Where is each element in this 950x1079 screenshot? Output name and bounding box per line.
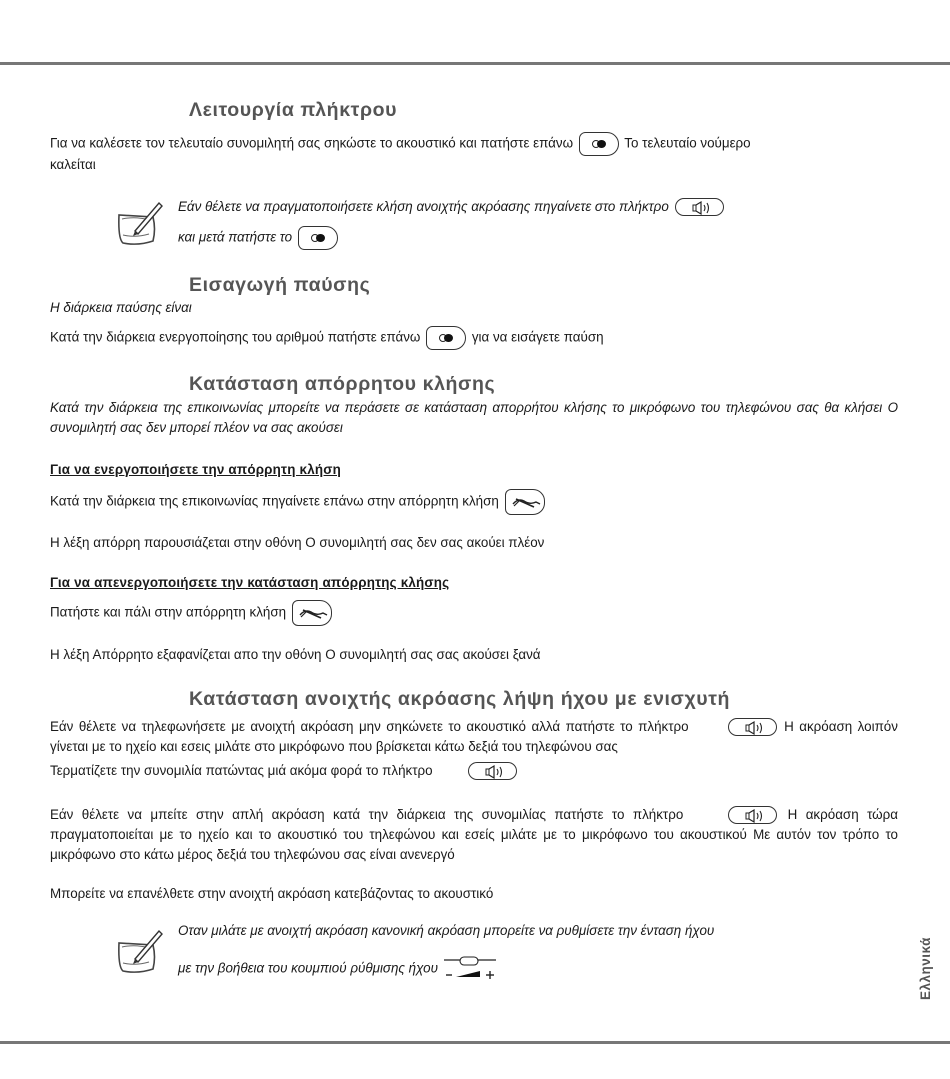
pause-text-2: για να εισάγετε παύση (471, 329, 604, 345)
note-redial-line (178, 226, 340, 250)
handsfree-text-6: Η (787, 807, 798, 822)
heading-insert-pause: Εισαγωγή παύσης (189, 274, 371, 296)
subheading-disable-privacy: Για να απενεργοποιήσετε την κατάσταση απόρρητης κλήσης (50, 575, 450, 590)
volume-slider-icon (442, 956, 500, 982)
bottom-rule (0, 1041, 950, 1044)
handsfree-paragraph-2 (50, 805, 898, 865)
privacy-off-status: Η λέξη Απόρρητο εξαφανίζεται απο την οθόνη Ο συνομιλητή σας σας ακούσει ξανά (50, 647, 541, 662)
disable-privacy-line (50, 600, 334, 626)
pause-text-1: Κατά την διάρκεια ενεργοποίησης του αριθμού πατήστε επάνω (50, 329, 421, 345)
enable-privacy-line (50, 489, 547, 515)
handsfree-text-3: ακρόαση λοιπόν γίνεται με το ηχείο και εσεις μιλάτε στο μικρόφωνο που βρίσκεται κάτω δεξιά του τηλεφώνου σας (50, 719, 898, 754)
volume-note-line-2 (178, 956, 500, 982)
pause-instruction (50, 326, 604, 350)
mute-key-icon (292, 600, 332, 626)
note-pencil-icon (113, 199, 163, 247)
speaker-key-icon (728, 806, 777, 824)
handsfree-paragraph-1 (50, 717, 898, 757)
subheading-enable-privacy: Για να ενεργοποιήσετε την απόρρητη κλήση (50, 462, 341, 477)
handsfree-return-line: Μπορείτε να επανέλθετε στην ανοιχτή ακρόαση κατεβάζοντας το ακουστικό (50, 886, 494, 901)
note-speaker-line (178, 197, 726, 217)
volume-note-text: με την βοήθεια του κουμπιού ρύθμισης ήχου (178, 960, 438, 976)
note-text-2: και μετά πατήστε το (178, 229, 293, 245)
enable-privacy-text: Κατά την διάρκεια της επικοινωνίας πηγαίνετε επάνω στην απόρρητη κλήση (50, 493, 499, 509)
handsfree-text-1: Εάν θέλετε να τηλεφωνήσετε με ανοιχτή ακρόαση μην σηκώνετε το ακουστικό αλλά πατήστε το πλήκτρο (50, 719, 689, 734)
handsfree-text-7: ακρόαση τώρα πραγματοποιείται με το ηχείο και το ακουστικό του τηλεφώνου και εσείς μιλάτε με το μικρόφωνο του ακουστικού Με αυτόν τον τρόπο το μικρόφωνο στο κάτω μέρος δεξιά του τηλεφώνου σας είναι ανενεργό (50, 807, 898, 862)
handsfree-text-4: Τερματίζετε την συνομιλία πατώντας μιά ακόμα φορά το πλήκτρο (50, 763, 433, 778)
speaker-key-icon (675, 198, 724, 216)
heading-privacy-mode: Κατάσταση απόρρητου κλήσης (189, 373, 496, 395)
handsfree-end-line (50, 761, 519, 781)
redial-key-icon (579, 132, 619, 156)
mute-key-icon (505, 489, 545, 515)
paragraph-redial (50, 132, 751, 156)
redial-text-3: καλείται (50, 157, 96, 172)
redial-key-icon (298, 226, 338, 250)
privacy-on-status: Η λέξη απόρρη παρουσιάζεται στην οθόνη Ο συνομιλητή σας δεν σας ακούει πλέον (50, 535, 545, 550)
volume-note-line-1: Οταν μιλάτε με ανοιχτή ακρόαση κανονική ακρόαση μπορείτε να ρυθμίσετε την ένταση ήχου (178, 923, 715, 938)
handsfree-text-2: Η (784, 719, 794, 734)
language-side-label: Ελληνικά (918, 937, 933, 1000)
heading-key-function: Λειτουργία πλήκτρου (189, 99, 398, 121)
redial-text-2: Το τελευταίο νούμερο (624, 135, 751, 151)
speaker-key-icon (728, 718, 777, 736)
redial-text: Για να καλέσετε τον τελευταίο συνομιλητή σας σηκώστε το ακουστικό και πατήστε επάνω (50, 135, 574, 151)
speaker-key-icon (468, 762, 517, 780)
heading-handsfree-mode: Κατάσταση ανοιχτής ακρόασης λήψη ήχου με ενισχυτή (189, 688, 731, 710)
note-pencil-icon (113, 927, 163, 975)
handsfree-text-5: Εάν θέλετε να μπείτε στην απλή ακρόαση κατά την διάρκεια της συνομιλίας πατήστε το πλήκτρο (50, 807, 684, 822)
pause-duration-text: Η διάρκεια παύσης είναι (50, 300, 192, 315)
note-text-1: Εάν θέλετε να πραγματοποιήσετε κλήση ανοιχτής ακρόασης πηγαίνετε στο πλήκτρο (178, 199, 669, 214)
privacy-intro: Κατά την διάρκεια της επικοινωνίας μπορείτε να περάσετε σε κατάσταση απορρήτου κλήσης το μικρόφωνο του τηλεφώνου σας θα κλήσει Ο συνομιλητή σας δεν μπορεί πλέον να σας ακούσει (50, 400, 898, 435)
top-rule (0, 62, 950, 65)
redial-key-icon (426, 326, 466, 350)
disable-privacy-text: Πατήστε και πάλι στην απόρρητη κλήση (50, 604, 287, 620)
